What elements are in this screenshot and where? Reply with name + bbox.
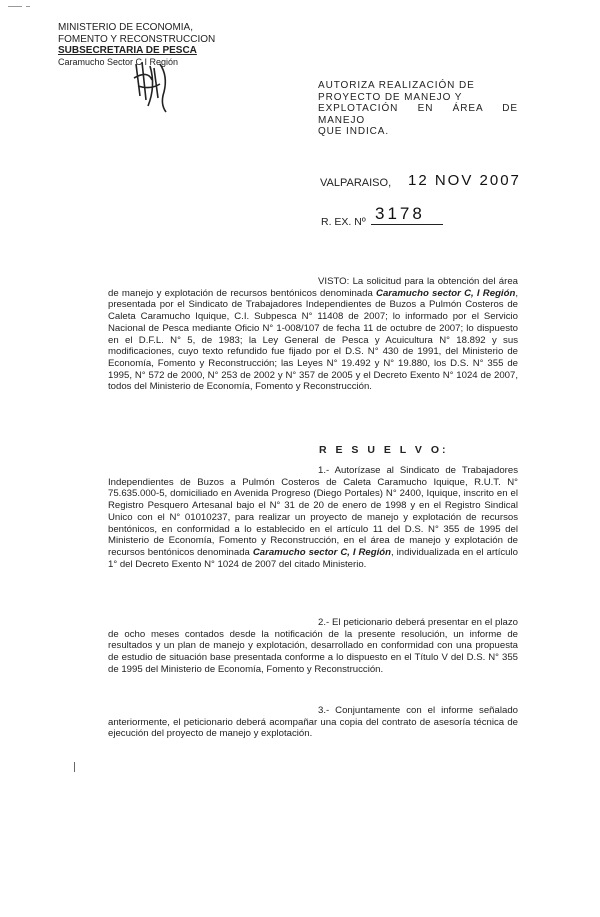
ministry-name-cont: FOMENTO Y RECONSTRUCCION [58, 33, 216, 45]
article-1-lead: 1.- Autorízase al Sindicato de Trabajadores Independientes de Buzos a Pulmón Costeros de Caleta Caramucho Iquique, R.U.T. N° 75.635.000-5, domiciliado en Avenida Progreso (Diego Portales) N° 2400, Iquique, inscrito en el Registro Pesquero Artesanal bajo el N° 31 de 20 de enero de 1998 y en el Registro Sindical Unico con el N° 01010237, para realizar un proyecto de manejo y explotación de recursos bentónicos, en conformidad a lo establecido en el artículo 11 del D.S. N° 355 de 1995 del Ministerio de Economía, Fomento y Reconstrucción, en el área de manejo y explotación de recursos bentónicos denominada [108, 465, 518, 558]
signature-initials [130, 56, 178, 116]
scan-mark [8, 6, 22, 7]
visto-paragraph [108, 276, 518, 393]
subject-line: EXPLOTACIÓN EN ÁREA DE MANEJO [318, 103, 518, 126]
resuelvo-heading: R E S U E L V O: [319, 444, 449, 456]
article-2-text: 2.- El peticionario deberá presentar en el plazo de ocho meses contados desde la notificación de la presente resolución, un informe de resultados y un plan de manejo y explotación, desarrollado en conformidad con una propuesta de estudio de situación base presentada conforme a lo dispuesto en el Título V del D.S. N° 355 de 1995 del Ministerio de Economía, Fomento y Reconstrucción. [108, 617, 518, 675]
subject-line: AUTORIZA REALIZACIÓN DE [318, 80, 475, 91]
visto-body: , presentada por el Sindicato de Trabajadores Independientes de Buzos a Pulmón Costeros de Caleta Caramucho Iquique, C.I. Subpesca N° 11408 de 2007; lo informado por el Servicio Nacional de Pesca mediante Oficio N° 1-008/107 de fecha 11 de octubre de 2007; lo dispuesto en el D.F.L. N° 5, de 1983; la Ley General de Pesca y Acuicultura N° 18.892 y sus modificaciones, cuyo texto refundido fue fijado por el D.S. N° 430 de 1991, del Ministerio de Economía, Fomento y Reconstrucción; las Leyes N° 19.492 y N° 19.880, los D.S. N° 355 de 1995, N° 572 de 2000, N° 253 de 2002 y N° 357 de 2005 y el Decreto Exento N° 1024 de 2007, todos del Ministerio de Economía, Fomento y Reconstrucción. [108, 287, 518, 393]
date-stamp: 12 NOV 2007 [408, 172, 521, 189]
area-name: Caramucho sector C, I Región [376, 287, 516, 299]
article-3-text: 3.- Conjuntamente con el informe señalado anteriormente, el peticionario deberá acompañar una copia del contrato de asesoría técnica de ejecución del proyecto de manejo y explotación. [108, 705, 518, 740]
scan-mark [26, 6, 30, 7]
resolution-subject [318, 80, 518, 138]
visto-lead: VISTO: La solicitud para la obtención del área de manejo y explotación de recursos bentónicos denominada [108, 276, 518, 299]
place-name: VALPARAISO, [320, 177, 392, 189]
subsecretaria-name: SUBSECRETARIA DE PESCA [58, 45, 197, 56]
subject-line: QUE INDICA. [318, 126, 390, 137]
reference-note: Caramucho Sector C I Región [58, 56, 179, 67]
resolution-number: 3178 [371, 204, 443, 225]
subject-line: PROYECTO DE MANEJO Y [318, 91, 463, 103]
article-2 [108, 617, 518, 676]
resolution-label: R. EX. Nº [321, 216, 366, 228]
article-1 [108, 465, 518, 570]
margin-mark [74, 762, 75, 772]
article-3 [108, 705, 518, 740]
article-1-body: , individualizada en el artículo 1° del Decreto Exento N° 1024 de 2007 del citado Ministerio. [108, 546, 518, 570]
ministry-name: MINISTERIO DE ECONOMIA, [58, 22, 194, 33]
area-name: Caramucho sector C, I Región [252, 546, 391, 558]
